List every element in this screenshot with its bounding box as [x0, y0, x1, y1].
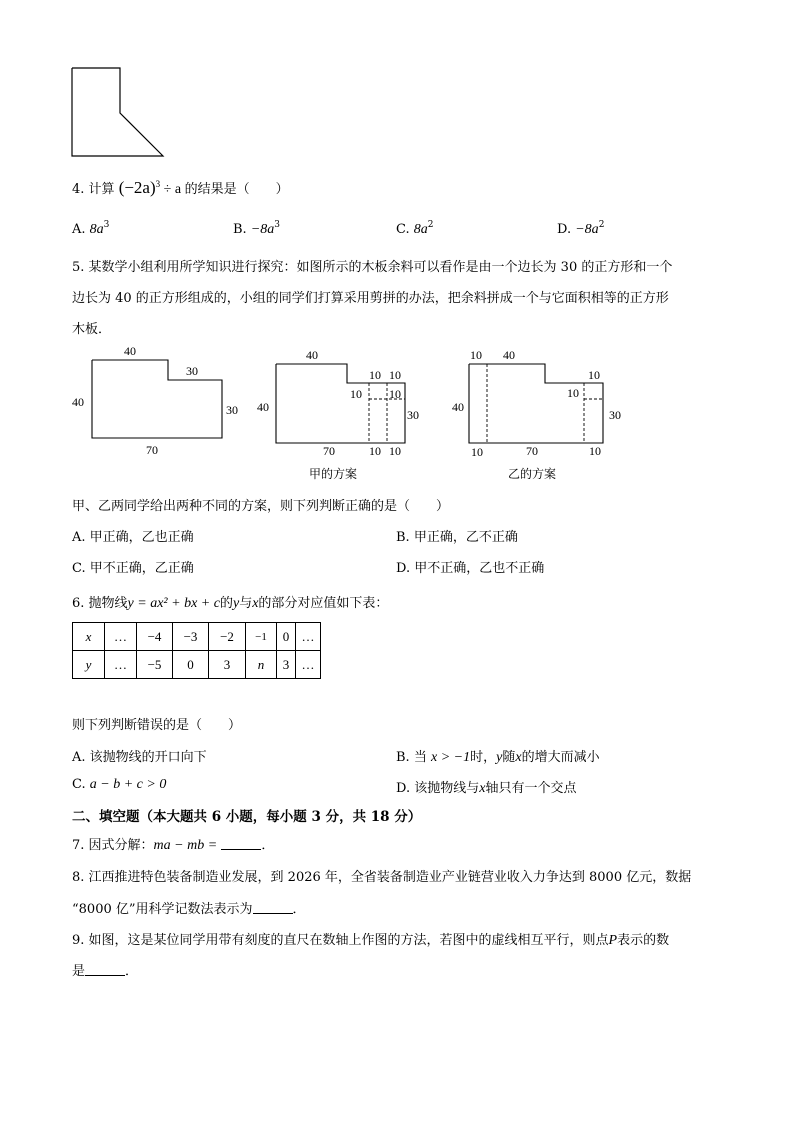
svg-text:70: 70	[323, 444, 335, 458]
q4-option-c[interactable]: C. $8a^2$	[396, 220, 434, 237]
q8-answer-blank[interactable]	[253, 901, 293, 914]
svg-text:10: 10	[567, 386, 579, 400]
q5-question: 甲、乙两同学给出两种不同的方案，则下列判断正确的是（ ）	[72, 499, 450, 514]
caption-yi: 乙的方案	[508, 467, 557, 481]
svg-text:10: 10	[389, 444, 401, 458]
q8-line-2: “8000 亿”用科学记数法表示为 ．	[72, 902, 306, 917]
q6-option-a[interactable]: A. 该抛物线的开口向下	[72, 750, 207, 765]
svg-text:10: 10	[369, 444, 381, 458]
svg-text:40: 40	[257, 400, 269, 414]
q5-option-b[interactable]: B. 甲正确，乙不正确	[396, 530, 518, 545]
svg-text:10: 10	[389, 368, 401, 382]
label-bottom-70: 70	[146, 443, 158, 457]
q5-line-3: 木板．	[72, 322, 112, 337]
label-step-30: 30	[186, 364, 198, 378]
svg-text:40: 40	[452, 400, 464, 414]
table-row-y: y … −5 0 3 n 3 …	[73, 651, 321, 679]
svg-text:70: 70	[526, 444, 538, 458]
question-6: 6. 抛物线y = ax² + bx + c的y与x的部分对应值如下表：	[72, 596, 389, 611]
q9-answer-blank[interactable]	[85, 963, 125, 976]
caption-jia: 甲的方案	[309, 467, 358, 481]
q6-value-table	[72, 622, 321, 679]
q5-yi-plan	[452, 348, 621, 481]
q6-option-b[interactable]: B. 当 x > −1时，y随x的增大而减小	[396, 750, 600, 765]
q4-label: 4. 计算	[72, 182, 115, 197]
previous-question-figure	[70, 66, 170, 161]
q8-line-1: 8. 江西推进特色装备制造业发展，到 2026 年，全省装备制造业产业链营业收入力争达到 8000 亿元，数据	[72, 870, 692, 885]
trapezoid-shape	[72, 68, 163, 156]
q5-option-c[interactable]: C. 甲不正确，乙正确	[72, 561, 194, 576]
svg-text:10: 10	[471, 445, 483, 459]
question-7: 7. 因式分解：ma − mb = ．	[72, 838, 275, 853]
q5-option-a[interactable]: A. 甲正确，乙也正确	[72, 530, 194, 545]
q4-option-a[interactable]: A. $8a^3$	[72, 220, 110, 237]
question-4	[72, 178, 289, 198]
q6-option-d[interactable]: D. 该抛物线与x轴只有一个交点	[396, 781, 577, 796]
svg-text:10: 10	[589, 444, 601, 458]
label-top-40: 40	[124, 344, 136, 358]
q4-option-d[interactable]: D. $-8a^2$	[557, 220, 605, 237]
q9-line-1: 9. 如图，这是某位同学用带有刻度的直尺在数轴上作图的方法，若图中的虚线相互平行，则点P表示的数	[72, 933, 670, 948]
svg-text:40: 40	[503, 348, 515, 362]
q5-original-shape	[72, 344, 238, 457]
q5-line-2: 边长为 40 的正方形组成的，小组的同学们打算采用剪拼的办法，把余料拼成一个与它面积相等的正方形	[72, 291, 669, 306]
q6-question: 则下列判断错误的是（ ）	[72, 718, 242, 733]
q7-answer-blank[interactable]	[221, 837, 261, 850]
table-row-x: x … −4 −3 −2 −1 0 …	[73, 623, 321, 651]
section-2-heading: 二、填空题（本大题共 6 小题，每小题 3 分，共 18 分）	[72, 809, 422, 825]
svg-text:10: 10	[588, 368, 600, 382]
label-right-30: 30	[226, 403, 238, 417]
q9-line-2: 是 ．	[72, 964, 139, 979]
q4-suffix: 的结果是（ ）	[184, 182, 289, 197]
svg-text:10: 10	[350, 387, 362, 401]
q5-figures	[60, 340, 640, 490]
q6-option-c[interactable]: C. a − b + c > 0	[72, 777, 167, 792]
svg-text:40: 40	[306, 348, 318, 362]
q4-option-b[interactable]: B. $-8a^3$	[233, 220, 281, 237]
q5-jia-plan	[257, 348, 419, 481]
svg-text:30: 30	[407, 408, 419, 422]
q5-option-d[interactable]: D. 甲不正确，乙也不正确	[396, 561, 545, 576]
svg-text:30: 30	[609, 408, 621, 422]
svg-text:10: 10	[369, 368, 381, 382]
svg-text:10: 10	[389, 387, 401, 401]
svg-text:10: 10	[470, 348, 482, 362]
q4-expression: $(-2a)^3 \div a$	[118, 178, 182, 197]
q5-line-1: 5. 某数学小组利用所学知识进行探究：如图所示的木板余料可以看作是由一个边长为 30 的正方形和一个	[72, 260, 673, 275]
label-left-40: 40	[72, 395, 84, 409]
